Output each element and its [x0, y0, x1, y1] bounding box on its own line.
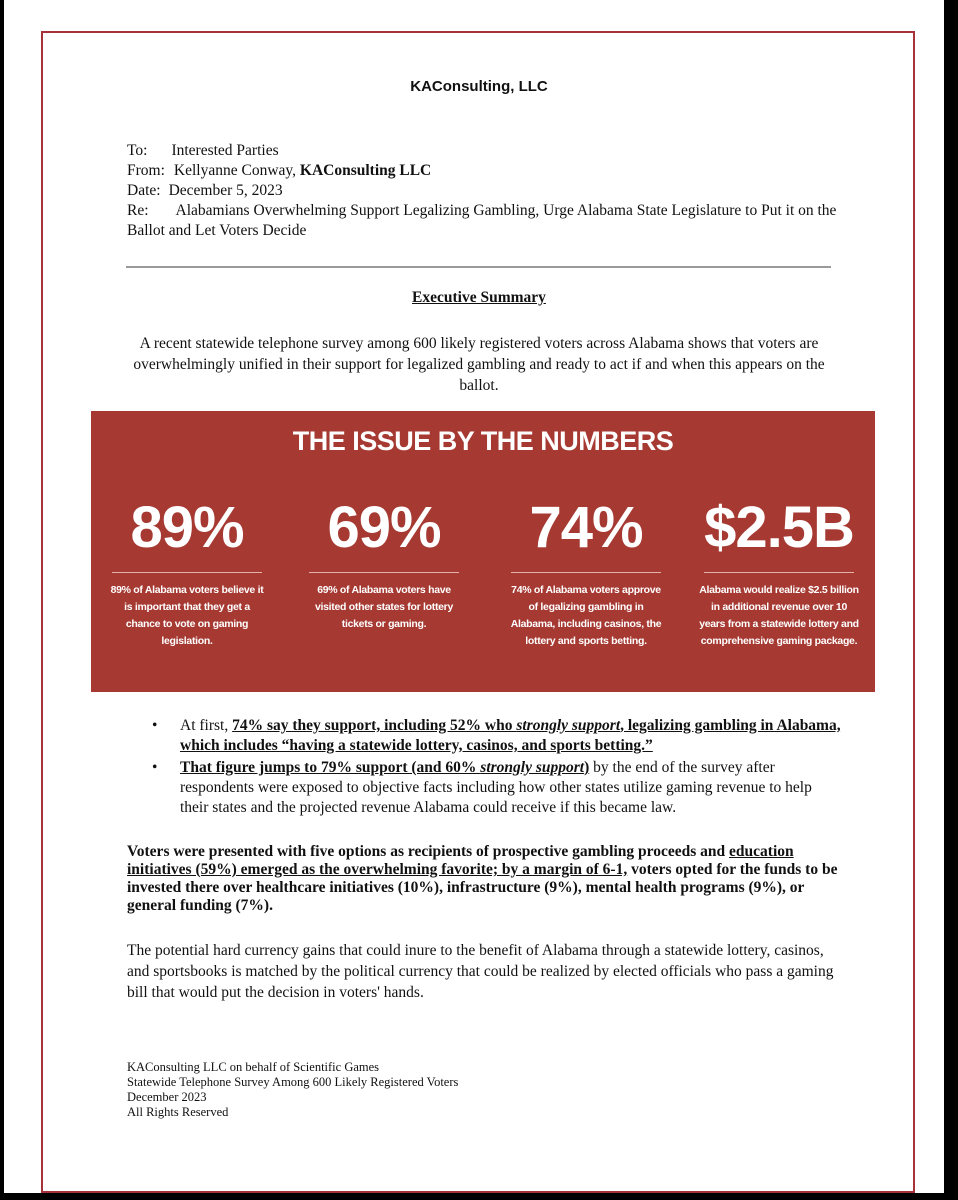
stat-divider	[511, 572, 661, 573]
stat-card	[699, 496, 859, 650]
bullet-highlight-tail: )	[584, 759, 590, 776]
bullet-list	[152, 716, 842, 820]
bullet-highlight-text: That figure jumps to 79% support (and 60%	[180, 759, 481, 776]
memo-from-value: Kellyanne Conway,	[173, 162, 300, 179]
stat-value: 69%	[327, 495, 441, 560]
header-divider	[126, 266, 831, 268]
proceeds-paragraph	[127, 843, 842, 915]
memo-re	[127, 201, 837, 241]
banner-title: THE ISSUE BY THE NUMBERS	[292, 426, 674, 456]
footer-line: December 2023	[127, 1090, 207, 1104]
proceeds-text-1: Voters were presented with five options as recipients of prospective gambling proceeds and	[127, 843, 730, 860]
proceeds-underlined: education initiatives (59%) emerged as the overwhelming favorite; by a margin of 6-1,	[127, 843, 794, 878]
memo-date-value: December 5, 2023	[168, 182, 283, 199]
memo-date-label: Date:	[127, 182, 161, 199]
stat-value: 74%	[529, 495, 643, 560]
stat-description: Alabama would realize $2.5 billion in additional revenue over 10 years from a statewide lottery and comprehensive gaming package.	[699, 584, 859, 647]
bullet-highlight-text: 74% say they support, including 52% who	[232, 717, 517, 734]
currency-paragraph: The potential hard currency gains that could inure to the benefit of Alabama through a statewide lottery, casinos, and sportsbooks is matched by the political currency that could be realized by elected officials who pass a gaming bill that would put the decision in voters' hands.	[127, 942, 834, 1001]
stat-card	[506, 496, 666, 650]
memo-from-org: KAConsulting LLC	[299, 162, 432, 179]
stat-card	[107, 496, 267, 650]
stat-description: 69% of Alabama voters have visited other states for lottery tickets or gaming.	[314, 584, 454, 630]
memo-date	[127, 181, 837, 201]
footer-line: All Rights Reserved	[127, 1105, 229, 1119]
bullet-icon: •	[152, 759, 158, 776]
footer-line: KAConsulting LLC on behalf of Scientific Games	[127, 1060, 380, 1074]
bullet-highlight	[180, 759, 589, 776]
section-title: Executive Summary	[412, 289, 546, 306]
stat-divider	[309, 572, 459, 573]
stat-value: $2.5B	[704, 495, 854, 560]
stat-divider	[704, 572, 854, 573]
stat-description: 89% of Alabama voters believe it is important that they get a chance to vote on gaming legislation.	[110, 584, 264, 647]
memo-to-label: To:	[127, 142, 148, 159]
stat-divider	[112, 572, 262, 573]
stat-description: 74% of Alabama voters approve of legalizing gambling in Alabama, including casinos, the lottery and sports betting.	[510, 584, 662, 647]
stat-value: 89%	[130, 495, 244, 560]
memo-re-label: Re:	[127, 202, 149, 219]
bullet-highlight-tail: , legalizing gambling in Alabama, which includes “having a statewide lottery, casinos, and sports betting.”	[180, 717, 841, 754]
stats-banner	[91, 411, 875, 692]
memo-to-value: Interested Parties	[171, 142, 279, 159]
bullet-item	[152, 716, 842, 756]
bullet-emphasis: strongly support	[480, 759, 585, 776]
memo-to	[127, 141, 837, 161]
bullet-rest: by the end of the survey after respondents were exposed to objective facts including how other states utilize gaming revenue to help their states and the projected revenue Alabama could receive if this became law.	[180, 759, 812, 816]
memo-from-label: From:	[127, 162, 165, 179]
bullet-item	[152, 758, 842, 818]
company-header: KAConsulting, LLC	[410, 78, 548, 95]
memo-from	[127, 161, 837, 181]
memo-re-value: Alabamians Overwhelming Support Legalizing Gambling, Urge Alabama State Legislature to Put it on the Ballot and Let Voters Decide	[127, 202, 837, 239]
footer-line: Statewide Telephone Survey Among 600 Likely Registered Voters	[127, 1075, 459, 1089]
bullet-emphasis: strongly support	[516, 717, 621, 734]
stat-card	[304, 496, 464, 633]
footer-notes	[127, 1060, 627, 1120]
proceeds-text-2: voters opted for the funds to be invested there over healthcare initiatives (10%), infrastructure (9%), mental health programs (9%), or general funding (7%).	[127, 861, 838, 914]
bullet-lead: At first,	[180, 717, 233, 734]
bullet-icon: •	[152, 717, 158, 734]
intro-paragraph: A recent statewide telephone survey among 600 likely registered voters across Alabama shows that voters are overwhelmingly unified in their support for legalized gambling and ready to act if and when this appears on the ballot.	[133, 335, 825, 394]
memo-header	[127, 141, 837, 241]
bullet-highlight	[180, 717, 841, 754]
